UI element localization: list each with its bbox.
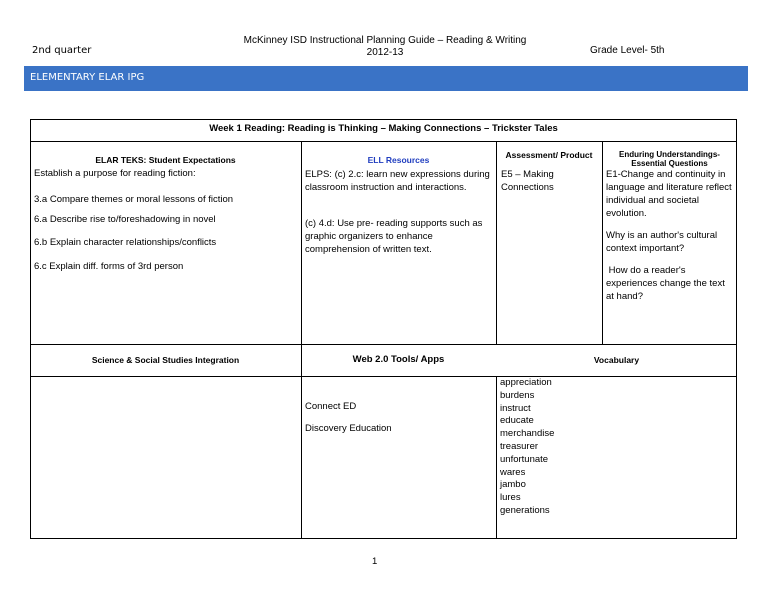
vocabulary-word: unfortunate — [500, 453, 549, 465]
document-title — [220, 35, 550, 59]
enduring-item: How do a reader's experiences change the text at hand? — [606, 265, 728, 302]
page-number: 1 — [372, 556, 378, 567]
col-divider-2-lower — [496, 376, 497, 539]
vocabulary-word: jambo — [500, 479, 526, 491]
title-line-2: 2012-13 — [366, 47, 404, 58]
teks-item: Establish a purpose for reading fiction: — [34, 168, 196, 179]
tools-heading: Web 2.0 Tools/ Apps — [352, 354, 445, 365]
vocabulary-word: educate — [500, 415, 534, 427]
teks-item: 6.c Explain diff. forms of 3rd person — [34, 261, 184, 272]
vocabulary-word: lures — [500, 492, 521, 504]
teks-item: 6.a Describe rise to/foreshadowing in novel — [34, 214, 216, 225]
teks-item: 6.b Explain character relationships/conflicts — [34, 237, 217, 248]
tool-item: Discovery Education — [305, 423, 392, 434]
vocabulary-list — [500, 377, 554, 518]
teks-item: 3.a Compare themes or moral lessons of fiction — [34, 194, 234, 205]
ell-paragraph: ELPS: (c) 2.c: learn new expressions during classroom instruction and interactions. — [305, 169, 490, 193]
enduring-heading-line-1: Enduring Understandings- — [619, 150, 720, 159]
col-divider-2-upper — [496, 141, 497, 344]
row-divider-title — [30, 141, 737, 142]
enduring-heading — [602, 150, 737, 168]
row-divider-lower-heading — [30, 344, 737, 345]
vocabulary-word: instruct — [500, 402, 531, 414]
enduring-item: E1-Change and continuity in language and literature reflect individual and societal evolution. — [606, 169, 732, 219]
science-heading: Science & Social Studies Integration — [91, 355, 240, 365]
vocabulary-word: wares — [500, 466, 526, 478]
vocabulary-word: generations — [500, 504, 550, 516]
enduring-heading-line-2: Essential Questions — [631, 159, 708, 168]
assessment-heading: Assessment/ Product — [505, 150, 593, 160]
tool-item: Connect ED — [305, 401, 357, 412]
title-line-1: McKinney ISD Instructional Planning Guide – Reading & Writing — [243, 35, 527, 46]
vocabulary-word: merchandise — [500, 428, 555, 440]
ell-paragraph: (c) 4.d: Use pre- reading supports such as graphic organizers to enhance comprehension of written text. — [305, 218, 483, 255]
section-banner — [24, 66, 748, 91]
vocabulary-heading: Vocabulary — [593, 355, 640, 365]
grade-level-label: Grade Level- 5th — [590, 45, 665, 56]
col-divider-1 — [301, 141, 302, 539]
enduring-item: Why is an author's cultural context important? — [606, 230, 718, 254]
vocabulary-word: burdens — [500, 389, 535, 401]
row-divider-lower-content — [30, 376, 737, 377]
ell-heading: ELL Resources — [367, 155, 430, 165]
week-title: Week 1 Reading: Reading is Thinking – Making Connections – Trickster Tales — [209, 123, 558, 134]
assessment-text: E5 – Making Connections — [501, 169, 554, 193]
banner-label: ELEMENTARY ELAR IPG — [30, 72, 145, 83]
teks-heading: ELAR TEKS: Student Expectations — [95, 155, 236, 165]
vocabulary-word: treasurer — [500, 440, 539, 452]
vocabulary-word: appreciation — [500, 377, 552, 388]
quarter-label: 2nd quarter — [32, 45, 92, 56]
col-divider-3 — [602, 141, 603, 344]
